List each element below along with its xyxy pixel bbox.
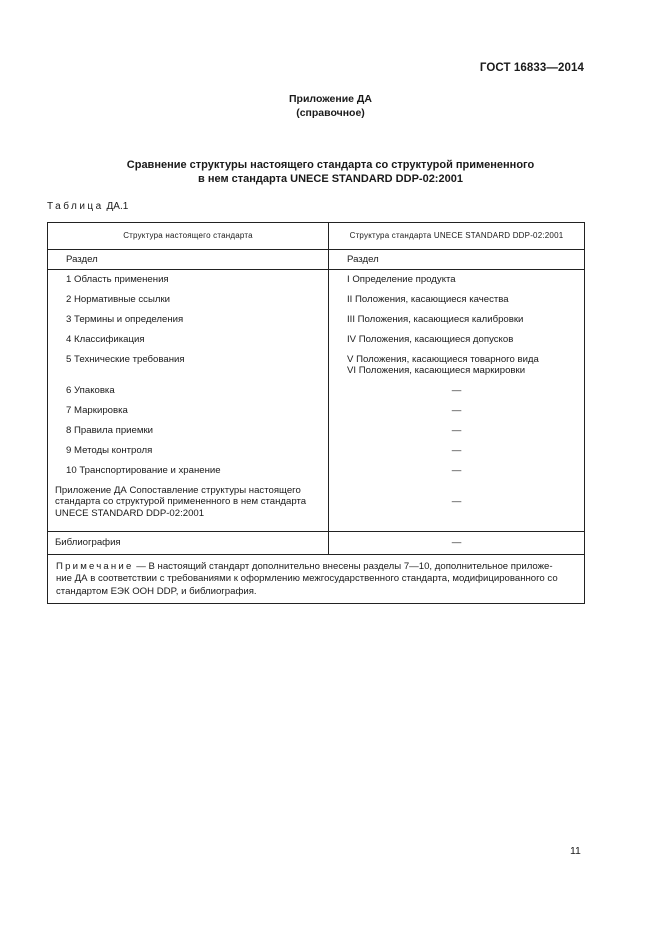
row-left-cell: 4 Классификация [48, 330, 329, 350]
table-row [48, 461, 585, 481]
row-right-cell: II Положения, касающиеся качества [329, 290, 585, 310]
section-label-row [48, 250, 585, 270]
bibliography-left: Библиография [48, 532, 329, 555]
table-row [48, 381, 585, 401]
row-right-dash: — [329, 381, 585, 401]
table-caption [47, 201, 128, 212]
row-right-dash: — [329, 421, 585, 441]
table-row [48, 401, 585, 421]
table-row [48, 290, 585, 310]
table-caption-number: ДА.1 [106, 201, 129, 212]
row-left-cell: 2 Нормативные ссылки [48, 290, 329, 310]
section-label-right: Раздел [329, 250, 585, 270]
note-line-1 [56, 561, 576, 574]
table-row [48, 330, 585, 350]
row-right-line-2: VI Положения, касающиеся маркировки [347, 365, 526, 376]
table-note-row [48, 554, 585, 604]
column-header-unece-standard: Структура стандарта UNECE STANDARD DDP-02:2001 [329, 223, 585, 250]
bibliography-right-dash: — [329, 532, 585, 555]
row-left-cell: 8 Правила приемки [48, 421, 329, 441]
table-row [48, 269, 585, 290]
row-left-cell: 7 Маркировка [48, 401, 329, 421]
row-left-cell: 10 Транспортирование и хранение [48, 461, 329, 481]
appendix-title: Приложение ДА [289, 93, 372, 105]
table-header-row [48, 223, 585, 250]
table-note [48, 554, 585, 604]
appendix-row-line-1: Приложение ДА Сопоставление структуры настоящего [55, 484, 301, 496]
appendix-heading [0, 92, 661, 120]
note-lead: Примечание [56, 560, 134, 572]
table-caption-word: Таблица [47, 201, 104, 212]
document-title-line-1: Сравнение структуры настоящего стандарта со структурой примененного [126, 159, 535, 171]
table-row [48, 441, 585, 461]
comparison-table [47, 222, 585, 604]
row-left-cell: 9 Методы контроля [48, 441, 329, 461]
standard-code: ГОСТ 16833—2014 [479, 62, 584, 74]
row-left-cell: 5 Технические требования [48, 350, 329, 381]
row-right-cell [329, 350, 585, 381]
appendix-row [48, 481, 585, 532]
section-label-left: Раздел [48, 250, 329, 270]
table-row [48, 421, 585, 441]
appendix-subtitle: (справочное) [296, 107, 365, 119]
note-line-3: стандартом ЕЭК ООН DDP, и библиография. [56, 585, 257, 597]
appendix-row-line-3: UNECE STANDARD DDP-02:2001 [55, 507, 205, 519]
row-right-cell: I Определение продукта [329, 269, 585, 290]
row-right-dash: — [329, 441, 585, 461]
row-left-cell: 1 Область применения [48, 269, 329, 290]
bibliography-row [48, 532, 585, 555]
table-row [48, 350, 585, 381]
row-right-dash: — [329, 461, 585, 481]
appendix-row-line-2: стандарта со структурой примененного в нем стандарта [55, 496, 307, 507]
row-right-cell: III Положения, касающиеся калибровки [329, 310, 585, 330]
column-header-this-standard: Структура настоящего стандарта [48, 223, 329, 250]
appendix-row-right-dash: — [329, 481, 585, 532]
appendix-row-left [48, 481, 329, 532]
row-left-cell: 6 Упаковка [48, 381, 329, 401]
page-number: 11 [570, 845, 581, 857]
row-left-cell: 3 Термины и определения [48, 310, 329, 330]
document-title [0, 158, 661, 186]
row-right-line-1: V Положения, касающиеся товарного вида [347, 353, 539, 365]
note-line-2: ние ДА в соответствии с требованиями к оформлению межгосударственного стандарта, модифицированного со [56, 573, 558, 584]
table-row [48, 310, 585, 330]
row-right-dash: — [329, 401, 585, 421]
note-line-1-text: — В настоящий стандарт дополнительно внесены разделы 7—10, дополнительное приложе- [133, 560, 553, 572]
row-right-cell: IV Положения, касающиеся допусков [329, 330, 585, 350]
document-title-line-2: в нем стандарта UNECE STANDARD DDP-02:2001 [198, 173, 463, 185]
